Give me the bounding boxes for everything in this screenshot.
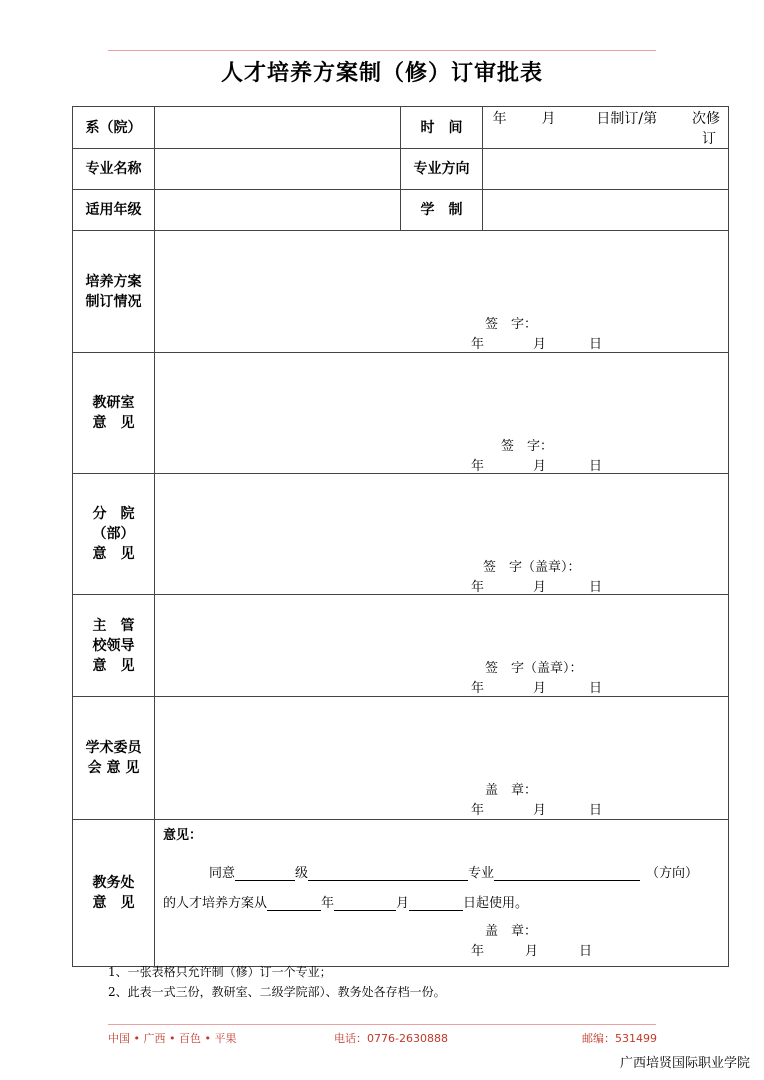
academic-affairs-month: 月 <box>525 944 539 959</box>
formulation-label: 培养方案 制订情况 <box>73 231 155 353</box>
effective-month-word: 月 <box>396 896 410 911</box>
branch-day: 日 <box>589 580 603 595</box>
time-formulated: 日制订/第 <box>596 110 658 127</box>
formulation-month: 月 <box>533 337 547 352</box>
effective-year-blank[interactable] <box>267 896 321 911</box>
direction-label: 专业方向 <box>401 149 483 190</box>
major-field[interactable] <box>155 149 401 190</box>
major-label: 专业名称 <box>73 149 155 190</box>
leader-day: 日 <box>589 681 603 696</box>
leader-label: 主 管 校领导 意 见 <box>73 595 155 697</box>
footer-location: 中国 • 广西 • 百色 • 平果 <box>108 1032 237 1045</box>
committee-field[interactable] <box>155 697 729 820</box>
major-word: 专业 <box>468 866 495 881</box>
leader-year: 年 <box>471 681 485 696</box>
branch-month: 月 <box>533 580 547 595</box>
page-title: 人才培养方案制（修）订审批表 <box>220 61 543 86</box>
teaching-office-label: 教研室 意 见 <box>73 353 155 474</box>
note-item: 2、此表一式三份，教研室、二级学院部）、教务处各存档一份。 <box>108 985 446 999</box>
length-field[interactable] <box>483 190 729 231</box>
committee-seal: 盖 章： <box>485 783 538 798</box>
footer-phone: 电话：0776-2630888 <box>334 1032 448 1045</box>
committee-month: 月 <box>533 803 547 818</box>
effective-line <box>163 892 528 911</box>
teaching-office-year: 年 <box>471 459 485 474</box>
grade-word: 级 <box>295 866 309 881</box>
footer-postcode: 邮编：531499 <box>582 1032 657 1045</box>
time-field[interactable] <box>483 107 729 149</box>
leader-month: 月 <box>533 681 547 696</box>
major-blank[interactable] <box>308 866 468 881</box>
watermark: 广西培贤国际职业学院 <box>620 1056 751 1071</box>
academic-affairs-year: 年 <box>471 944 485 959</box>
academic-affairs-field[interactable] <box>155 820 729 967</box>
approval-form-table <box>72 106 729 967</box>
effective-suffix: 日起使用。 <box>463 896 529 911</box>
grade-blank[interactable] <box>235 866 295 881</box>
effective-day-blank[interactable] <box>409 896 463 911</box>
effective-month-blank[interactable] <box>334 896 396 911</box>
effective-prefix: 的人才培养方案从 <box>163 896 268 911</box>
time-year: 年 <box>492 110 507 127</box>
agree-word: 同意 <box>209 866 236 881</box>
header-rule <box>108 50 656 51</box>
time-month: 月 <box>541 110 556 127</box>
teaching-office-month: 月 <box>533 459 547 474</box>
academic-affairs-seal: 盖 章： <box>485 924 538 939</box>
dept-label: 系（院） <box>73 107 155 149</box>
teaching-office-field[interactable] <box>155 353 729 474</box>
time-label: 时 间 <box>401 107 483 149</box>
committee-day: 日 <box>589 803 603 818</box>
branch-year: 年 <box>471 580 485 595</box>
academic-affairs-day: 日 <box>579 944 593 959</box>
formulation-sign: 签 字： <box>485 317 538 332</box>
direction-blank[interactable] <box>494 866 640 881</box>
opinion-heading: 意见： <box>163 828 203 843</box>
formulation-day: 日 <box>589 337 603 352</box>
agree-line <box>209 862 698 881</box>
time-revision: 次修订 <box>692 110 720 147</box>
academic-affairs-label: 教务处 意 见 <box>73 820 155 967</box>
notes <box>108 962 446 1002</box>
committee-label: 学术委员 会 意 见 <box>73 697 155 820</box>
leader-field[interactable] <box>155 595 729 697</box>
dept-field[interactable] <box>155 107 401 149</box>
effective-year-word: 年 <box>321 896 335 911</box>
direction-field[interactable] <box>483 149 729 190</box>
teaching-office-sign: 签 字： <box>501 439 554 454</box>
grade-field[interactable] <box>155 190 401 231</box>
branch-field[interactable] <box>155 474 729 595</box>
formulation-year: 年 <box>471 337 485 352</box>
note-item: 1、一张表格只允许制（修）订一个专业； <box>108 965 332 979</box>
teaching-office-day: 日 <box>589 459 603 474</box>
committee-year: 年 <box>471 803 485 818</box>
direction-word: （方向） <box>646 866 699 881</box>
footer-rule <box>108 1024 656 1025</box>
grade-label: 适用年级 <box>73 190 155 231</box>
formulation-field[interactable] <box>155 231 729 353</box>
branch-label: 分 院 （部） 意 见 <box>73 474 155 595</box>
length-label: 学 制 <box>401 190 483 231</box>
leader-sign: 签 字（盖章）： <box>485 661 583 676</box>
branch-sign: 签 字（盖章）： <box>483 560 581 575</box>
